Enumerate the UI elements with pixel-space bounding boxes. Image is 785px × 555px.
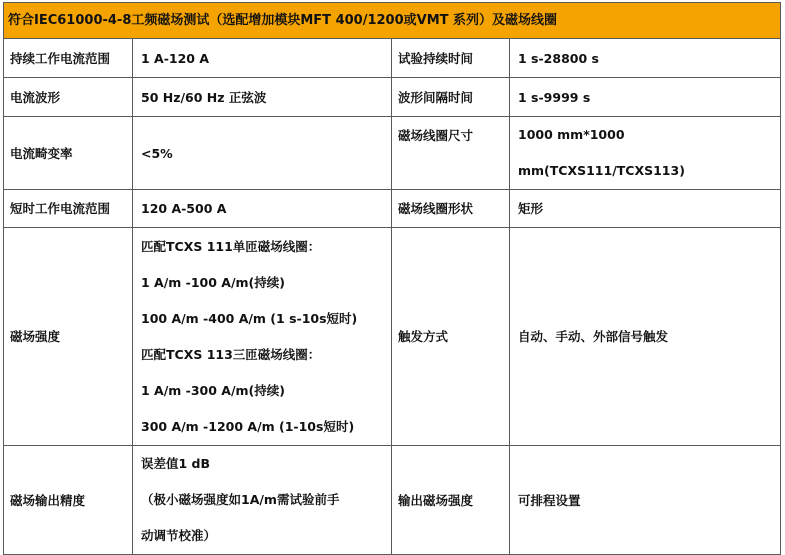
row-value	[133, 446, 392, 555]
accuracy-line: 动调节校准）	[141, 528, 217, 543]
row-label: 磁场线圈形状	[392, 190, 510, 228]
table-row	[4, 39, 781, 78]
accuracy-line: （极小磁场强度如1A/m需试验前手	[141, 492, 340, 507]
row-label: 输出磁场强度	[392, 446, 510, 555]
row-label: 短时工作电流范围	[4, 190, 133, 228]
row-value: <5%	[133, 117, 392, 190]
row-label: 磁场强度	[4, 228, 133, 446]
row-value: 1 A-120 A	[133, 39, 392, 78]
table-row	[4, 228, 781, 446]
row-value	[510, 117, 781, 190]
coil-size-line-2: mm(TCXS111/TCXS113)	[518, 163, 685, 178]
table-row	[4, 117, 781, 190]
row-label: 磁场输出精度	[4, 446, 133, 555]
row-label: 持续工作电流范围	[4, 39, 133, 78]
accuracy-line: 误差值1 dB	[141, 456, 211, 471]
row-label: 试验持续时间	[392, 39, 510, 78]
field-strength-line: 匹配TCXS 111单匝磁场线圈：	[141, 238, 321, 254]
field-strength-line: 匹配TCXS 113三匝磁场线圈：	[141, 346, 321, 362]
row-label: 触发方式	[392, 228, 510, 446]
table-title: 符合IEC61000-4-8工频磁场测试（选配增加模块MFT 400/1200或VMT 系列）及磁场线圈	[4, 3, 781, 39]
row-label: 波形间隔时间	[392, 78, 510, 117]
field-strength-line: 300 A/m -1200 A/m (1-10s短时)	[141, 418, 355, 434]
coil-size-line-1: 1000 mm*1000	[518, 127, 625, 142]
table-row	[4, 78, 781, 117]
row-value: 可排程设置	[510, 446, 781, 555]
field-strength-line: 100 A/m -400 A/m (1 s-10s短时)	[141, 310, 358, 326]
row-label: 电流畸变率	[4, 117, 133, 190]
row-value: 50 Hz/60 Hz 正弦波	[133, 78, 392, 117]
field-strength-line: 1 A/m -100 A/m(持续)	[141, 274, 285, 290]
row-value: 120 A-500 A	[133, 190, 392, 228]
table-header-row	[4, 3, 781, 39]
spec-table	[3, 2, 781, 555]
row-value: 矩形	[510, 190, 781, 228]
row-label: 电流波形	[4, 78, 133, 117]
table-row	[4, 190, 781, 228]
row-value: 自动、手动、外部信号触发	[510, 228, 781, 446]
row-value: 1 s-9999 s	[510, 78, 781, 117]
table-row	[4, 446, 781, 555]
row-value	[133, 228, 392, 446]
row-value: 1 s-28800 s	[510, 39, 781, 78]
row-label: 磁场线圈尺寸	[392, 117, 510, 190]
field-strength-line: 1 A/m -300 A/m(持续)	[141, 382, 285, 398]
